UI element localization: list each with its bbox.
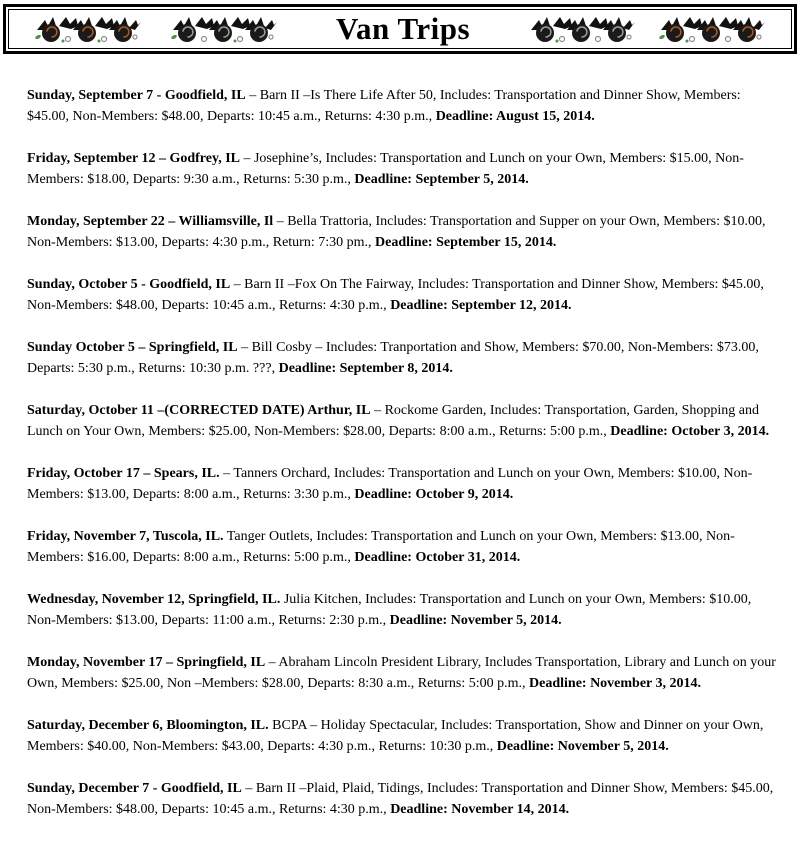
trip-entry (27, 148, 776, 190)
trip-date-location: Wednesday, November 12, Springfield, IL. (27, 592, 281, 607)
page-title: Van Trips (335, 11, 471, 46)
trip-entry (27, 274, 776, 316)
trip-entry (27, 652, 776, 694)
trip-details: Tanger Outlets, Includes: Transportation and Lunch on your Own, Members: $13.00, Non-Members: $16.00, Departs: 8:00 a.m., Returns: 5:00 p.m., (27, 529, 735, 565)
trip-date-location: Sunday, September 7 - Goodfield, IL (27, 88, 246, 103)
document-header (3, 4, 797, 54)
trip-details: – Barn II –Plaid, Plaid, Tidings, Includes: Transportation and Dinner Show, Members: $45.00, Non-Members: $48.00, Departs: 10:45 a.m., Returns: 4:30 p.m., (27, 781, 774, 817)
trip-details: – Tanners Orchard, Includes: Transportation and Lunch on your Own, Members: $10.00, Non-Members: $13.00, Departs: 8:00 a.m., Returns: 3:30 p.m., (27, 466, 753, 502)
trip-details: – Barn II –Fox On The Fairway, Includes: Transportation and Dinner Show, Members: $45.00, Non-Members: $48.00, Departs: 10:45 a.m., Returns: 4:30 p.m., (27, 277, 764, 313)
trip-date-location: Friday, October 17 – Spears, IL. (27, 466, 220, 481)
ornament-group-right (529, 14, 765, 44)
trip-date-location: Friday, September 12 – Godfrey, IL (27, 151, 240, 166)
trip-details: – Josephine’s, Includes: Transportation and Lunch on your Own, Members: $15.00, Non-Members: $18.00, Departs: 9:30 a.m., Returns: 5:30 p.m., (27, 151, 744, 187)
trip-details: BCPA – Holiday Spectacular, Includes: Transportation, Show and Dinner on your Own, Members: $40.00, Non-Members: $43.00, Departs: 4:30 p.m., Returns: 10:30 p.m., (27, 718, 764, 754)
trip-details: – Bella Trattoria, Includes: Transportation and Supper on your Own, Members: $10.00, Non-Members: $13.00, Departs: 4:30 p.m., Return: 7:30 pm., (27, 214, 766, 250)
trip-deadline: Deadline: October 9, 2014. (354, 487, 514, 502)
rose-garland-icon (659, 14, 765, 44)
trip-date-location: Monday, November 17 – Springfield, IL (27, 655, 266, 670)
trip-deadline: Deadline: October 3, 2014. (610, 424, 770, 439)
trip-list (0, 54, 800, 820)
trip-date-location: Sunday, October 5 - Goodfield, IL (27, 277, 231, 292)
trip-entry (27, 589, 776, 631)
trip-deadline: Deadline: August 15, 2014. (435, 109, 595, 124)
trip-deadline: Deadline: September 15, 2014. (375, 235, 557, 250)
trip-details: – Barn II –Is There Life After 50, Includes: Transportation and Dinner Show, Members: $45.00, Non-Members: $48.00, Departs: 10:45 a.m., Returns: 4:30 p.m., (27, 88, 741, 124)
trip-details: – Abraham Lincoln President Library, Includes Transportation, Library and Lunch on your Own, Members: $25.00, Non –Members: $28.00, Departs: 8:30 a.m., Returns: 5:00 p.m., (27, 655, 776, 691)
trip-details: Julia Kitchen, Includes: Transportation and Lunch on your Own, Members: $10.00, Non-Members: $13.00, Departs: 11:00 a.m., Returns: 2:30 p.m., (27, 592, 752, 628)
trip-entry (27, 337, 776, 379)
trip-details: – Bill Cosby – Includes: Tranportation and Show, Members: $70.00, Non-Members: $73.00, Departs: 5:30 p.m., Returns: 10:30 p.m. ???, (27, 340, 759, 376)
trip-deadline: Deadline: November 14, 2014. (390, 802, 570, 817)
trip-entry (27, 715, 776, 757)
trip-date-location: Saturday, December 6, Bloomington, IL. (27, 718, 269, 733)
document-header-inner (8, 9, 792, 49)
trip-entry (27, 211, 776, 253)
trip-date-location: Saturday, October 11 –(CORRECTED DATE) Arthur, IL (27, 403, 371, 418)
rose-garland-icon (171, 14, 277, 44)
trip-entry (27, 463, 776, 505)
trip-deadline: Deadline: September 8, 2014. (278, 361, 453, 376)
rose-garland-icon (529, 14, 635, 44)
trip-deadline: Deadline: September 5, 2014. (354, 172, 529, 187)
trip-details: – Rockome Garden, Includes: Transportation, Garden, Shopping and Lunch on Your Own, Members: $25.00, Non-Members: $28.00, Departs: 8:00 a.m., Returns: 5:00 p.m., (27, 403, 760, 439)
trip-date-location: Sunday, December 7 - Goodfield, IL (27, 781, 242, 796)
trip-deadline: Deadline: November 5, 2014. (389, 613, 562, 628)
rose-garland-icon (35, 14, 141, 44)
trip-deadline: Deadline: October 31, 2014. (354, 550, 521, 565)
trip-entry (27, 526, 776, 568)
ornament-group-left (35, 14, 277, 44)
trip-date-location: Monday, September 22 – Williamsville, Il (27, 214, 274, 229)
trip-entry (27, 400, 776, 442)
trip-deadline: Deadline: November 5, 2014. (496, 739, 669, 754)
trip-entry (27, 778, 776, 820)
trip-entry (27, 85, 776, 127)
trip-date-location: Sunday October 5 – Springfield, IL (27, 340, 238, 355)
trip-deadline: Deadline: November 3, 2014. (529, 676, 702, 691)
trip-deadline: Deadline: September 12, 2014. (390, 298, 572, 313)
trip-date-location: Friday, November 7, Tuscola, IL. (27, 529, 224, 544)
